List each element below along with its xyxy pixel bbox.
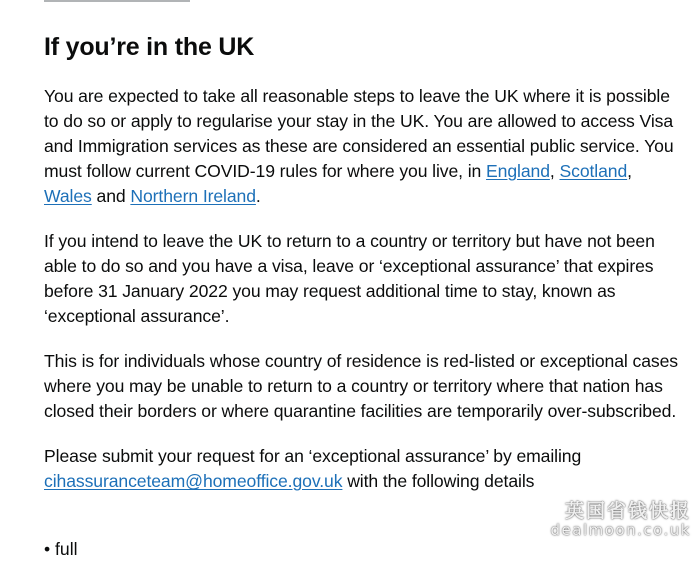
main-content <box>44 30 684 514</box>
section-divider <box>44 0 190 2</box>
link-england[interactable]: England <box>486 161 550 181</box>
paragraph-eligibility: This is for individuals whose country of residence is red-listed or exceptional cases where you may be unable to return to a country or territory where that nation has closed their borders or where quarantine facilities are temporarily over-subscribed. <box>44 351 678 421</box>
watermark-chinese: 英国省钱快报 <box>564 500 691 522</box>
paragraph-text: You are expected to take all reasonable steps to leave the UK where it is possible to do so or apply to regularise your stay in the UK. You are allowed to access Visa and Immigration services as these are considered an essential public service. You must follow current COVID-19 rules for where you live, in <box>44 86 674 181</box>
section-heading: If you’re in the UK <box>44 33 255 61</box>
sentence-end: . <box>255 186 261 206</box>
paragraph-text: Please submit your request for an ‘exceptional assurance’ by emailing <box>44 446 582 466</box>
paragraph-expectations <box>44 84 684 209</box>
link-wales[interactable]: Wales <box>44 186 92 206</box>
paragraph-text-end: with the following details <box>342 471 535 491</box>
separator: , <box>549 161 560 181</box>
paragraph-submit-request <box>44 444 684 494</box>
separator: and <box>91 186 131 206</box>
separator: , <box>627 161 632 181</box>
paragraph-exceptional-assurance: If you intend to leave the UK to return to a country or territory but have not been able to do so and you have a visa, leave or ‘exceptional assurance’ that expires before 31 January 2022 you may request additional time to stay, known as ‘exceptional assurance’. <box>44 231 655 326</box>
link-northern-ireland[interactable]: Northern Ireland <box>130 186 256 206</box>
email-link[interactable]: cihassuranceteam@homeoffice.gov.uk <box>44 471 343 491</box>
watermark-domain: dealmoon.co.uk <box>550 521 691 539</box>
list-item-partial: • full <box>44 539 78 559</box>
link-scotland[interactable]: Scotland <box>559 161 628 181</box>
